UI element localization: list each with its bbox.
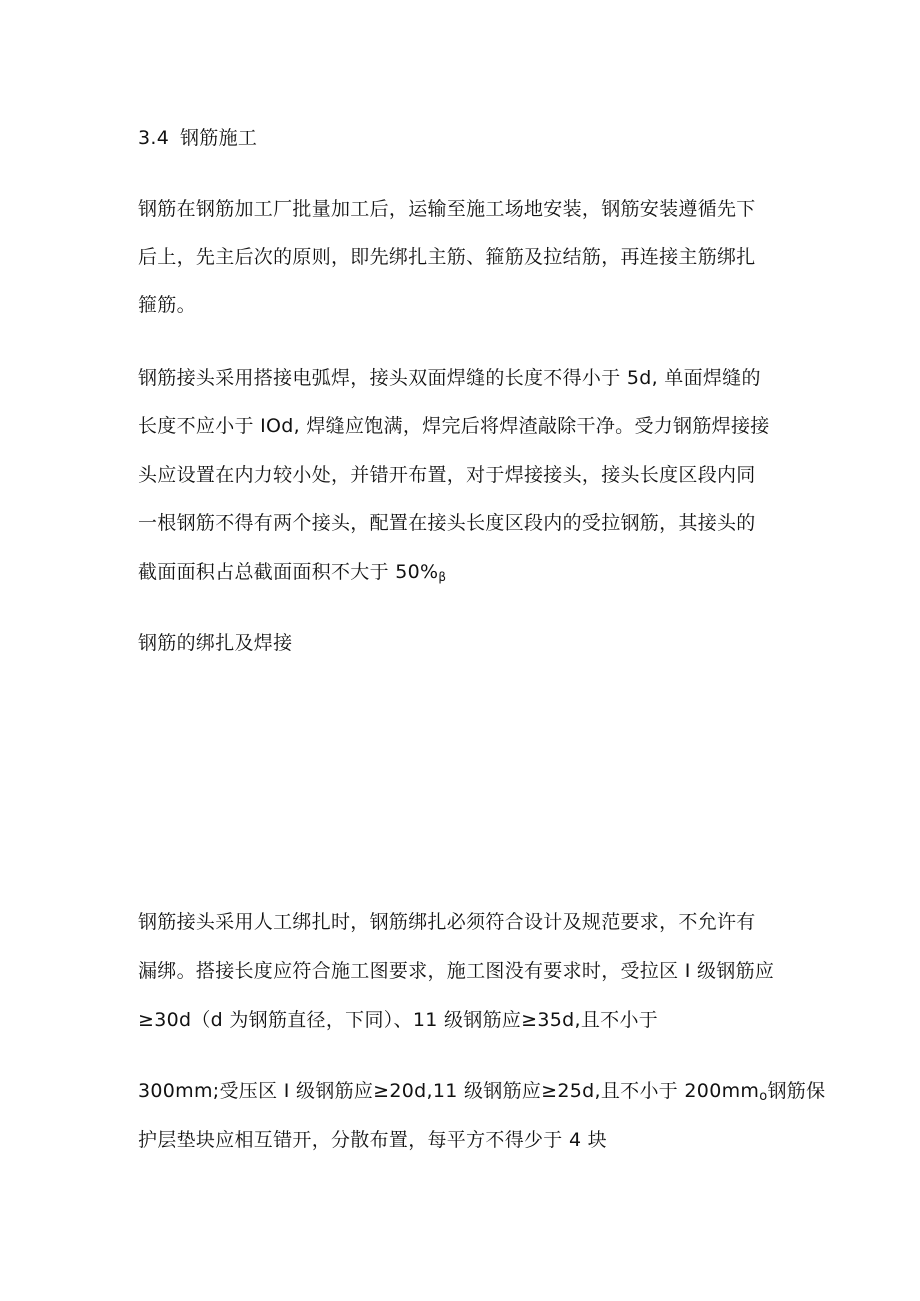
paragraph-line: 一根钢筋不得有两个接头，配置在接头长度区段内的受拉钢筋，其接头的 xyxy=(138,512,756,534)
paragraph-line xyxy=(138,1079,825,1109)
paragraph-line: 钢筋接头采用搭接电弧焊，接头双面焊缝的长度不得小于 5d, 单面焊缝的 xyxy=(138,367,761,389)
paragraph-line: 长度不应小于 IOd, 焊缝应饱满，焊完后将焊渣敲除干净。受力钢筋焊接接 xyxy=(138,415,770,437)
subheading: 钢筋的绑扎及焊接 xyxy=(138,632,293,654)
paragraph-line-tail: 钢筋保 xyxy=(767,1080,826,1102)
subscript-mark: β xyxy=(438,570,447,584)
paragraph-line: 后上，先主后次的原则，即先绑扎主筋、箍筋及拉结筋，再连接主筋绑扎 xyxy=(138,246,756,268)
paragraph-line-text: 300mm;受压区 I 级钢筋应≥20d,11 级钢筋应≥25d,且不小于 200mm xyxy=(138,1080,760,1102)
paragraph-line-text: 截面面积占总截面面积不大于 50% xyxy=(138,561,439,583)
paragraph-line xyxy=(138,560,446,589)
section-number: 3.4 xyxy=(138,127,170,149)
paragraph-line: 钢筋接头采用人工绑扎时，钢筋绑扎必须符合设计及规范要求，不允许有 xyxy=(138,911,756,933)
paragraph-line: 漏绑。搭接长度应符合施工图要求，施工图没有要求时，受拉区 I 级钢筋应 xyxy=(138,960,775,982)
paragraph-line: ≥30d（d 为钢筋直径，下同）、11 级钢筋应≥35d,且不小于 xyxy=(138,1009,659,1031)
subscript-mark: o xyxy=(759,1089,768,1104)
paragraph-line: 钢筋在钢筋加工厂批量加工后，运输至施工场地安装，钢筋安装遵循先下 xyxy=(138,198,756,220)
section-heading xyxy=(138,126,257,150)
section-title: 钢筋施工 xyxy=(180,127,258,149)
paragraph-line: 护层垫块应相互错开，分散布置，每平方不得少于 4 块 xyxy=(138,1129,607,1151)
paragraph-line: 头应设置在内力较小处，并错开布置，对于焊接接头，接头长度区段内同 xyxy=(138,464,756,486)
paragraph-line: 箍筋。 xyxy=(138,294,196,316)
